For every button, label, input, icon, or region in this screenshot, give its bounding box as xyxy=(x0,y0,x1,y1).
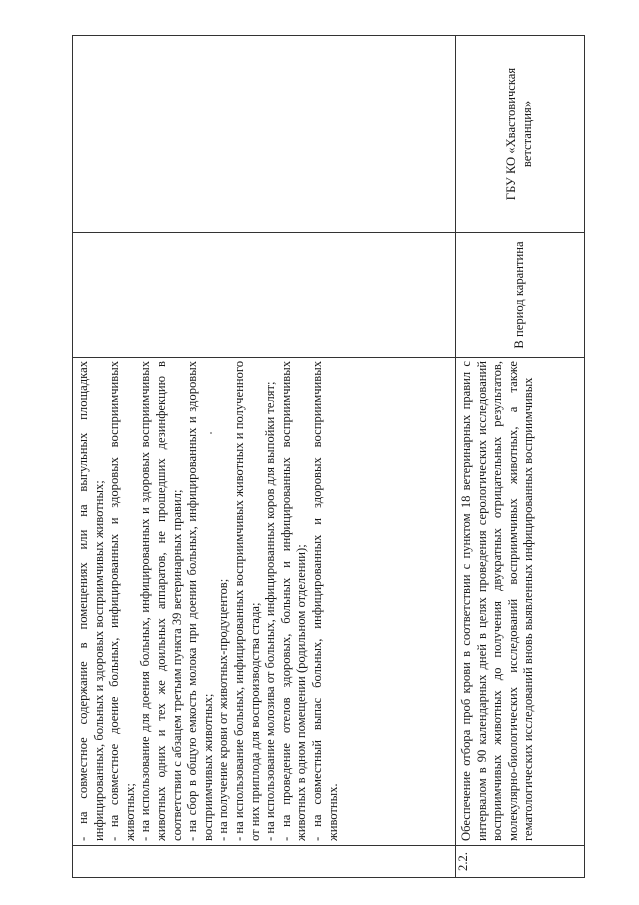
list-item: - на получение крови от животных-продуцентов; xyxy=(216,578,231,841)
term-text: В период карантина xyxy=(512,241,527,349)
list-item: - на использование для доения больных, инфицированных и здоровых восприимчивых животных одних и тех же доильных аппаратов, не прошедших дезинфекцию в соответствии с абзацем третьим пункта 39 ветеринарных правил; xyxy=(138,361,184,841)
list-item: - на проведение отелов здоровых, больных и инфицированных восприимчивых животных в одном помещении (родильном отделении); xyxy=(278,361,309,841)
row-number-cell: 2.2. xyxy=(456,846,585,878)
executor-cell xyxy=(73,36,456,233)
executor-cell xyxy=(456,36,585,233)
executor-text: ГБУ КО «Хвастовичская ветстанция» xyxy=(504,67,534,201)
table-row xyxy=(456,36,585,878)
list-item: - на совместное доение больных, инфицированных и здоровых восприимчивых животных; xyxy=(107,361,137,841)
row-number-cell xyxy=(73,846,456,878)
list-item: - на совместное содержание в помещениях или на выгульных площадках инфицированных, больных и здоровых восприимчивых животных; xyxy=(76,361,106,841)
list-item: - на использование молозива от больных, инфицированных коров для выпойки телят; xyxy=(263,381,278,841)
measure-text: Обеспечение отбора проб крови в соответствии с пунктом 18 ветеринарных правил с интервалом в 90 календарных дней в целях проведения серологических исследований восприимчивых животных до получения двукратных отрицательных результатов, молекулярно-биологических исследований восприимчивых животных, а также гематологических исследований вновь выявленных инфицированных восприимчивых xyxy=(459,361,536,841)
term-cell xyxy=(456,233,585,358)
list-item: - на сбор в общую емкость молока при доении больных, инфицированных и здоровых восприимчивых животных; xyxy=(185,361,215,841)
measure-text-cell xyxy=(456,358,585,846)
measures-table xyxy=(72,35,585,878)
measure-text-cell xyxy=(73,358,456,846)
table-row xyxy=(73,36,456,878)
scan-speck xyxy=(210,432,212,434)
term-cell xyxy=(73,233,456,358)
prohibition-list xyxy=(73,358,341,845)
list-item: - на совместный выпас больных, инфицированных и здоровых восприимчивых животных. xyxy=(309,361,340,841)
list-item: - на использование больных, инфицированных восприимчивых животных и полученного от них приплода для воспроизводства стада; xyxy=(231,361,262,841)
rotated-page xyxy=(72,36,584,878)
